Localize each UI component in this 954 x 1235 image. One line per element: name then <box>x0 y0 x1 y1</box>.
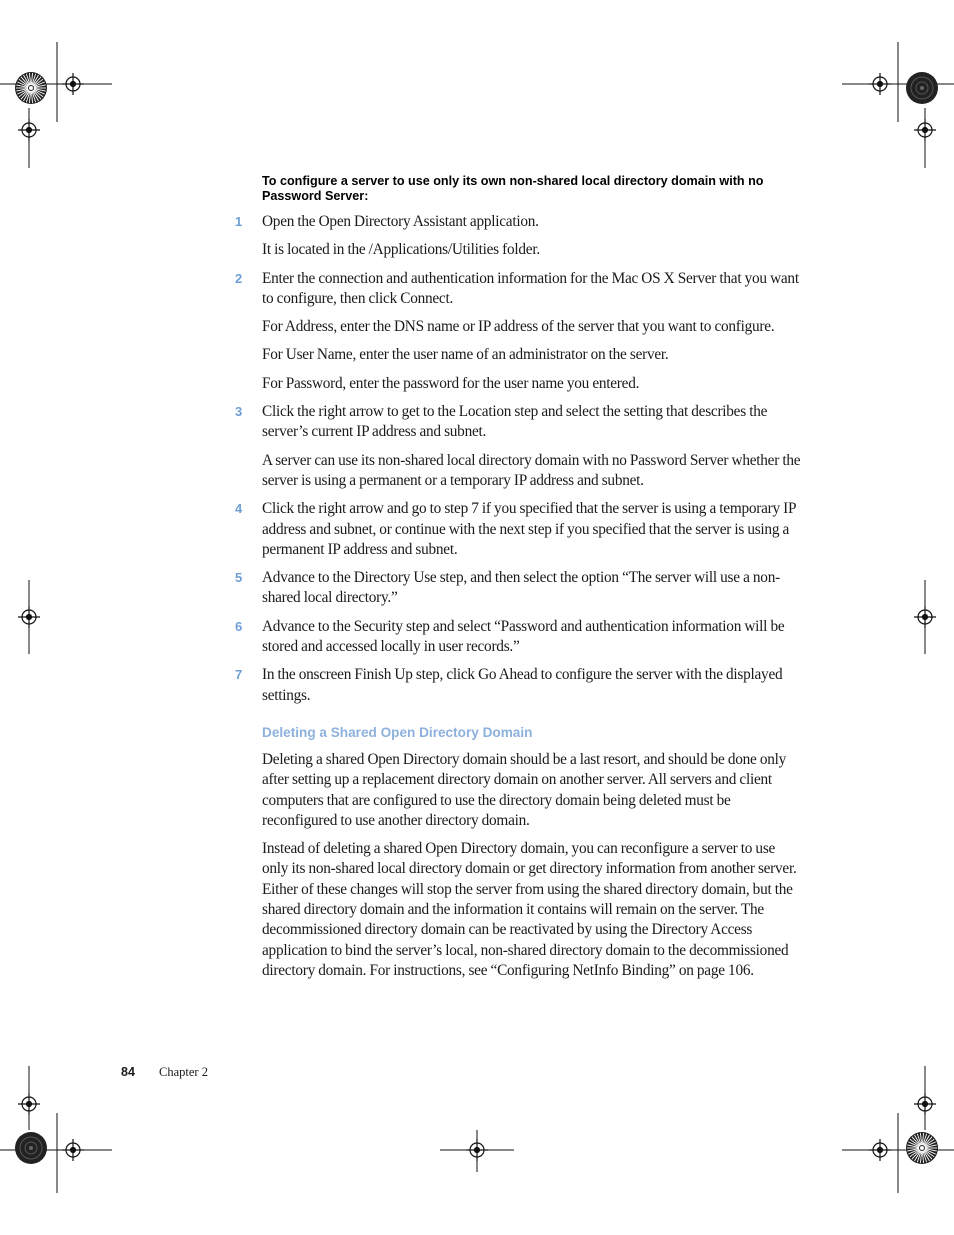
main-content <box>235 174 802 989</box>
step-item <box>235 499 802 560</box>
step-paragraph: For Password, enter the password for the user name you entered. <box>262 374 640 392</box>
step-paragraph: Click the right arrow to get to the Location step and select the setting that describes the server’s current IP address and subnet. <box>262 403 768 441</box>
step-paragraph: Advance to the Security step and select “Password and authentication information will be stored and accessed locally in user records.” <box>262 617 785 656</box>
step-item <box>235 269 802 394</box>
step-paragraph: For Address, enter the DNS name or IP address of the server that you want to configure. <box>262 318 775 336</box>
step-paragraph: Enter the connection and authentication information for the Mac OS X Server that you want to configure, then click Connect. <box>262 269 799 307</box>
section-paragraph: Deleting a shared Open Directory domain should be a last resort, and should be done only after setting up a replacement directory domain on another server. All servers and client computers that are configured to use the directory domain being deleted must be reconfigured to use another directory domain. <box>262 750 787 829</box>
step-paragraph: For User Name, enter the user name of an administrator on the server. <box>262 346 669 364</box>
step-number: 4 <box>235 501 243 517</box>
step-number: 7 <box>235 667 243 683</box>
task-heading: To configure a server to use only its own non-shared local directory domain with no Password Server: <box>262 174 764 203</box>
step-paragraph: Click the right arrow and go to step 7 if you specified that the server is using a temporary IP address and subnet, or continue with the next step if you specified that the server is using a permanent IP address and subnet. <box>262 500 796 558</box>
chapter-label: Chapter 2 <box>159 1065 208 1079</box>
step-paragraph: Open the Open Directory Assistant application. <box>262 213 539 230</box>
step-number: 6 <box>235 618 243 634</box>
section-heading: Deleting a Shared Open Directory Domain <box>262 724 533 740</box>
step-item <box>235 665 802 706</box>
step-number: 2 <box>235 270 243 286</box>
step-paragraph: In the onscreen Finish Up step, click Go Ahead to configure the server with the displayed settings. <box>262 666 783 704</box>
section-body <box>262 750 802 981</box>
step-item <box>235 617 802 658</box>
step-number: 3 <box>235 404 243 420</box>
step-item <box>235 402 802 491</box>
page-footer <box>121 1064 208 1080</box>
step-number: 5 <box>235 570 243 586</box>
step-number: 1 <box>235 214 243 229</box>
step-paragraph: Advance to the Directory Use step, and then select the option “The server will use a non-shared local directory.” <box>262 569 780 607</box>
step-paragraph: A server can use its non-shared local directory domain with no Password Server whether the server is using a permanent or a temporary IP address and subnet. <box>262 451 801 489</box>
steps-list <box>235 212 802 706</box>
step-item <box>235 568 802 609</box>
section-paragraph: Instead of deleting a shared Open Directory domain, you can reconfigure a server to use only its non-shared local directory domain or get directory information from another server. Either of these changes will stop the server from using the shared directory domain, but the shared directory domain and the information it contains will remain on the server. The decommissioned directory domain can be reactivated by using the Directory Access application to bind the server’s local, non-shared directory domain to the decommissioned directory domain. For instructions, see “Configuring NetInfo Binding” on page 106. <box>262 840 797 979</box>
page-number: 84 <box>121 1065 135 1079</box>
step-item <box>235 212 802 261</box>
step-paragraph: It is located in the /Applications/Utilities folder. <box>262 241 540 259</box>
